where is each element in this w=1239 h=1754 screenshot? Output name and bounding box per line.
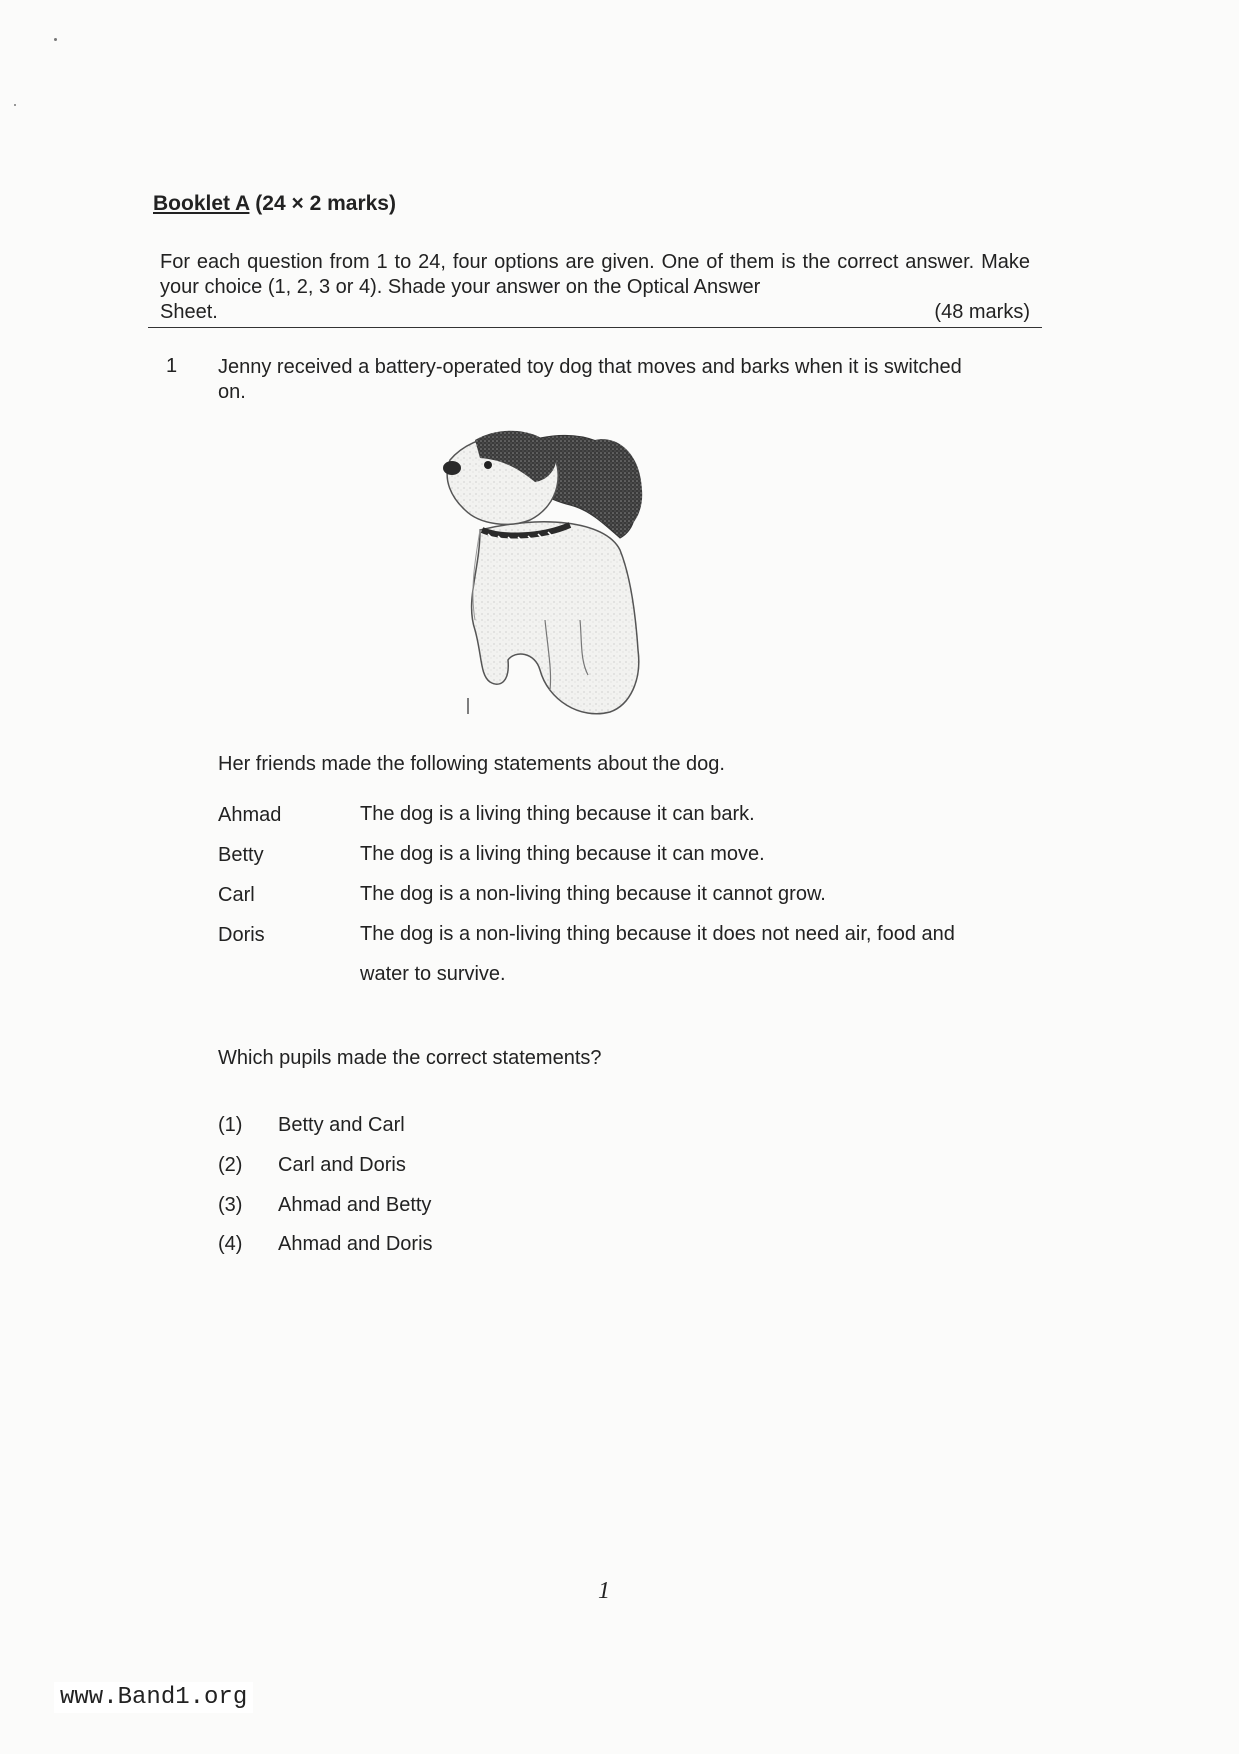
- booklet-marks: (24 × 2 marks): [255, 192, 396, 215]
- question-prompt: Which pupils made the correct statements?: [218, 1047, 602, 1069]
- statement-name: Carl: [218, 884, 255, 906]
- statement-text: The dog is a non-living thing because it cannot grow.: [360, 883, 826, 905]
- statement-name: Ahmad: [218, 804, 282, 826]
- option-text: Ahmad and Betty: [278, 1194, 432, 1216]
- statement-name: Betty: [218, 844, 264, 866]
- footer-watermark: www.Band1.org: [54, 1682, 253, 1713]
- option-number: (4): [218, 1233, 243, 1255]
- option-text: Betty and Carl: [278, 1114, 405, 1136]
- question-number: 1: [166, 355, 178, 377]
- statement-text: The dog is a living thing because it can bark.: [360, 803, 755, 825]
- option-number: (3): [218, 1194, 243, 1216]
- scan-speck: [14, 104, 16, 106]
- total-marks: (48 marks): [934, 301, 1030, 323]
- statements-intro: Her friends made the following statements about the dog.: [218, 753, 725, 775]
- instructions-text: For each question from 1 to 24, four options are given. One of them is the correct answer. Make your choice (1, 2, 3 or 4). Shade your answer on the Optical Answer: [160, 251, 1030, 298]
- option-text: Carl and Doris: [278, 1154, 406, 1176]
- scan-speck: [54, 38, 57, 41]
- toy-dog-illustration: [420, 420, 680, 720]
- instructions-marks-line: [160, 300, 1030, 325]
- statement-text: The dog is a living thing because it can move.: [360, 843, 765, 865]
- page-number: 1: [598, 1578, 610, 1604]
- divider-rule: [148, 327, 1042, 328]
- booklet-name: Booklet A: [153, 192, 250, 215]
- instructions-last-word: Sheet.: [160, 301, 218, 323]
- statement-text: The dog is a non-living thing because it does not need air, food and water to survive.: [360, 923, 955, 985]
- instructions: [160, 250, 1030, 325]
- statement-name: Doris: [218, 924, 265, 946]
- option-text: Ahmad and Doris: [278, 1233, 433, 1255]
- question-text: Jenny received a battery-operated toy dog that moves and barks when it is switched on.: [218, 356, 962, 403]
- option-number: (2): [218, 1154, 243, 1176]
- option-number: (1): [218, 1114, 243, 1136]
- booklet-title: [153, 192, 396, 216]
